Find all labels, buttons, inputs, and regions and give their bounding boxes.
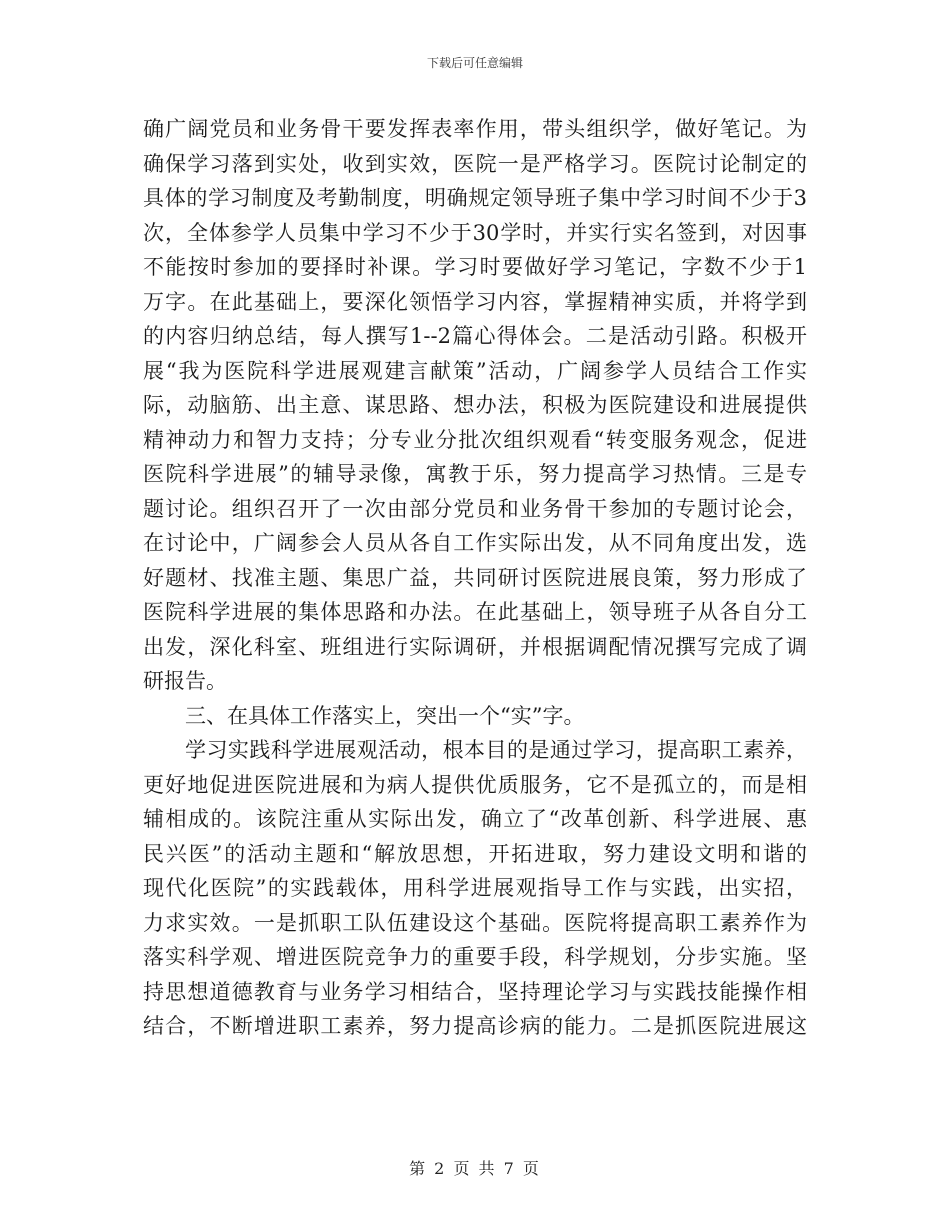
text-line: 医院科学进展的集体思路和办法。在此基础上，领导班子从各自分工 — [143, 600, 807, 624]
text-line: 题讨论。组织召开了一次由部分党员和业务骨干参加的专题讨论会， — [143, 496, 807, 521]
text-line: 好题材、找准主题、集思广益，共同研讨医院进展良策，努力形成了 — [143, 565, 807, 590]
page-number: 第 2 页 共 7 页 — [409, 1159, 541, 1178]
text-line: 学习实践科学进展观活动，根本目的是通过学习，提高职工素养， — [185, 738, 807, 762]
text-line: 万字。在此基础上，要深化领悟学习内容，掌握精神实质，并将学到 — [143, 289, 807, 314]
text-line: 确广阔党员和业务骨干要发挥表率作用，带头组织学，做好笔记。为 — [143, 117, 807, 141]
text-line: 次，全体参学人员集中学习不少于30学时，并实行实名签到，对因事 — [143, 220, 807, 245]
text-line: 辅相成的。该院注重从实际出发，确立了“改革创新、科学进展、惠 — [143, 807, 807, 831]
document-body — [143, 112, 807, 1044]
text-line: 精神动力和智力支持；分专业分批次组织观看“转变服务观念，促进 — [143, 427, 807, 452]
text-line: 际，动脑筋、出主意、谋思路、想办法，积极为医院建设和进展提供 — [143, 393, 807, 417]
text-line: 不能按时参加的要择时补课。学习时要做好学习笔记，字数不少于1 — [143, 255, 807, 279]
text-line: 展“我为医院科学进展观建言献策”活动，广阔参学人员结合工作实 — [143, 358, 807, 383]
text-line: 民兴医”的活动主题和“解放思想，开拓进取，努力建设文明和谐的 — [143, 841, 807, 866]
text-line: 更好地促进医院进展和为病人提供优质服务，它不是孤立的，而是相 — [143, 772, 807, 797]
text-line: 现代化医院”的实践载体，用科学进展观指导工作与实践，出实招， — [143, 876, 807, 900]
text-line: 出发，深化科室、班组进行实际调研，并根据调配情况撰写完成了调 — [143, 634, 807, 659]
text-line: 具体的学习制度及考勤制度，明确规定领导班子集中学习时间不少于3 — [143, 186, 807, 210]
text-line: 力求实效。一是抓职工队伍建设这个基础。医院将提高职工素养作为 — [143, 910, 807, 935]
header-note: 下载后可任意编辑 — [426, 56, 523, 70]
text-line: 确保学习落到实处，收到实效，医院一是严格学习。医院讨论制定的 — [143, 151, 807, 176]
text-line: 在讨论中，广阔参会人员从各自工作实际出发，从不同角度出发，选 — [143, 531, 807, 555]
text-line: 落实科学观、增进医院竞争力的重要手段，科学规划，分步实施。坚 — [143, 945, 807, 969]
text-line: 医院科学进展”的辅导录像，寓教于乐，努力提高学习热情。三是专 — [143, 462, 807, 486]
text-line: 结合，不断增进职工素养，努力提高诊病的能力。二是抓医院进展这 — [143, 1014, 807, 1038]
text-line: 三、在具体工作落实上，突出一个“实”字。 — [185, 703, 585, 728]
text-line: 的内容归纳总结，每人撰写1--2篇心得体会。二是活动引路。积极开 — [143, 324, 807, 348]
text-line: 持思想道德教育与业务学习相结合，坚持理论学习与实践技能操作相 — [143, 979, 807, 1004]
text-line: 研报告。 — [143, 669, 227, 693]
